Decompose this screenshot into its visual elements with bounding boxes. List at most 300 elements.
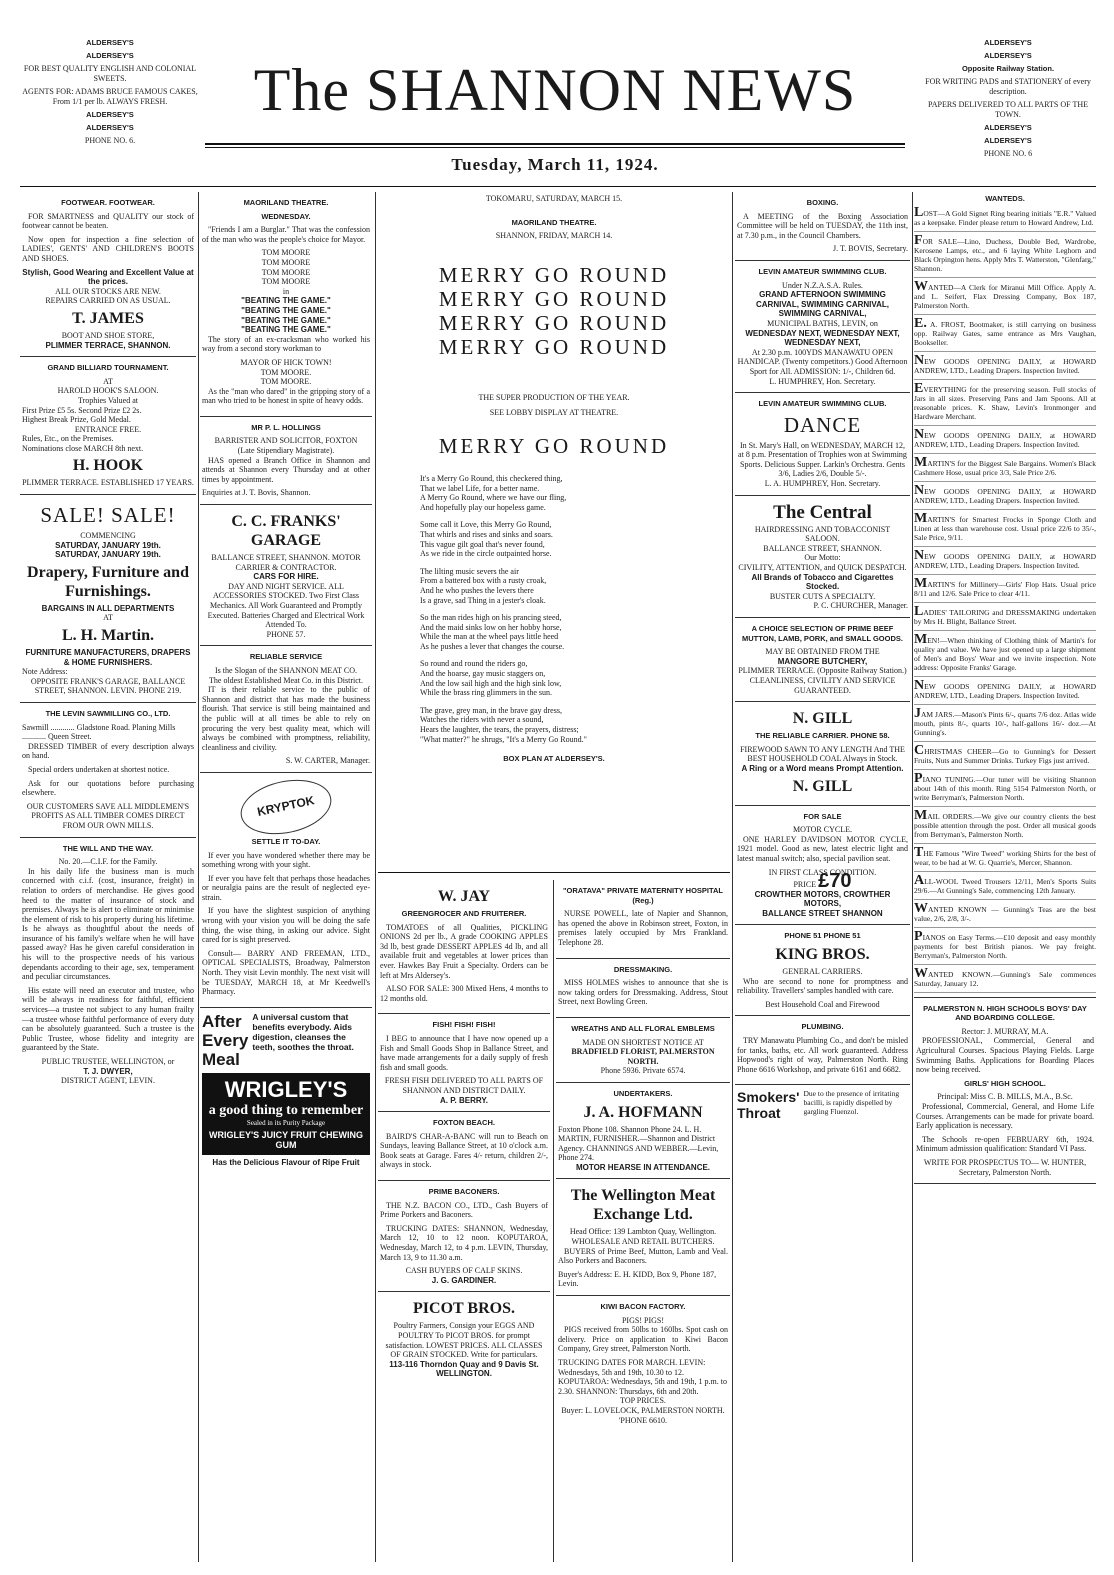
baconers-ad (378, 1181, 550, 1292)
jay-ad (378, 880, 550, 1014)
ad-text: BOOT AND SHOE STORE, (61, 330, 155, 340)
ear-line: ALDERSEY'S (86, 110, 134, 119)
ad-heading: A CHOICE SELECTION OF PRIME BEEF MUTTON, LAMB, PORK, and SMALL GOODS. (742, 624, 903, 643)
ad-text: AT (103, 613, 113, 623)
ad-text: A MEETING of the Boxing Association Committee will be held on TUESDAY, the 11th inst, at 7.30 p.m., in the Council Chambers. (737, 211, 908, 240)
column-rule (732, 192, 733, 1562)
ad-text: Highest Break Prize, Gold Medal. (22, 415, 131, 425)
ad-heading: BOX PLAN AT ALDERSEY'S. (503, 754, 605, 764)
ad-text: CIVILITY, ATTENTION, and QUICK DESPATCH. (738, 563, 907, 573)
classified-ad: E. A. FROST, Bootmaker, is still carrying on business opp. Railway Gates, same entrance as Mrs Vaughan, Bookseller. (914, 319, 1096, 352)
ad-text: ONE HARLEY DAVIDSON MOTOR CYCLE, 1921 model. Good as new, latest electric light and latest manual switch; also, special pavilion seat. (737, 834, 908, 863)
article-text: No. 20.—C.I.F. for the Family. (58, 857, 158, 867)
ad-text: MOTOR CYCLE. (793, 825, 852, 835)
feature-title: MERRY GO ROUND (438, 433, 670, 458)
verse-line: The grave, grey man, in the brave gay dress, (420, 705, 562, 715)
ad-heading: GRAND BILLIARD TOURNAMENT. (47, 363, 169, 373)
ad-text: In St. Mary's Hall, on WEDNESDAY, MARCH 12, at 8 p.m. Presentation of Trophies won at Swimming Sports. Delicious Supper. Larkin's Orchestra. Gents 3/6, Ladies 2/6, Double 5/-. (738, 440, 907, 479)
ear-line: FOR BEST QUALITY ENGLISH AND COLONIAL SWEETS. (23, 64, 197, 83)
feature-title: MERRY GO ROUND (438, 310, 670, 335)
ad-text: Enquiries at J. T. Bovis, Shannon. (202, 488, 311, 498)
ad-text: ALSO FOR SALE: 300 Mixed Hens, 4 months to 12 months old. (380, 984, 548, 1003)
masthead-rule (205, 143, 905, 145)
verse-line: So round and round the riders go, (420, 659, 528, 669)
kryptok-lens-logo: KRYPTOK (236, 772, 337, 842)
ad-text: Due to the presence of irritating bacilli, is rapidly dispelled by gargling Fluenzol. (803, 1089, 900, 1117)
ad-heading: WREATHS AND ALL FLORAL EMBLEMS (571, 1023, 715, 1033)
kiwi-bacon-ad (556, 1296, 730, 1429)
ad-heading: THE RELIABLE CARRIER. PHONE 58. (755, 731, 890, 741)
wrigleys-ad (200, 1008, 372, 1171)
poem-verse (420, 474, 728, 512)
swimming-carnival-ad (735, 261, 910, 393)
ad-text: First Prize £5 5s. Second Prize £2 2s. (22, 405, 142, 415)
ad-text: Sawmill ............ Gladstone Road. Planing Mills ............ Queen Street. (22, 722, 176, 742)
ad-text: BALLANCE STREET, SHANNON. (763, 543, 882, 553)
ad-heading: SETTLE IT TO-DAY. (251, 836, 321, 846)
ad-text: PLIMMER TERRACE, SHANNON. (45, 340, 171, 350)
ad-heading: FOR SALE (803, 811, 842, 821)
verse-line: So the man rides high on his prancing steed, (420, 613, 562, 623)
ad-heading: FISH! FISH! FISH! (432, 1020, 496, 1030)
ad-text: Best Household Coal and Firewood (765, 999, 880, 1009)
ad-text: J. T. BOVIS, Secretary. (833, 244, 908, 254)
ad-text: A. P. BERRY. (439, 1095, 488, 1105)
classified-ad: NEW GOODS OPENING DAILY, at HOWARD ANDREW, LTD., Leading Drapers. Inspection Invited. (914, 486, 1096, 510)
ear-line: ALDERSEY'S (86, 51, 134, 60)
ad-text: Rector: J. MURRAY, M.A. (961, 1026, 1049, 1036)
ad-text: MAY BE OBTAINED FROM THE (765, 647, 880, 657)
verse-line: "What matter?" he shrugs, "It's a Merry Go Round." (420, 734, 587, 744)
classified-ad: ALL-WOOL Tweed Trousers 12/11, Men's Sports Suits 29/6.—At Gunning's Sale, commencing 12th January. (914, 876, 1096, 900)
ad-text: (Late Stipendiary Magistrate). (237, 446, 335, 456)
classified-ad: CHRISTMAS CHEER—Go to Gunning's for Dessert Fruits, Nuts and Summer Drinks. Turkey Figs just arrived. (914, 746, 1096, 770)
ad-text: Under N.Z.A.S.A. Rules. (782, 280, 863, 290)
ear-line: ALDERSEY'S (86, 123, 134, 132)
ad-text: Is the Slogan of the SHANNON MEAT CO. (214, 665, 358, 675)
ad-text: Our Motto: (804, 553, 841, 563)
ad-heading: FOOTWEAR. FOOTWEAR. (61, 198, 155, 207)
will-article (20, 838, 196, 1092)
ad-text: PROFESSIONAL, Commercial, General and Agricultural Courses. Spacious Playing Fields. Large Swimming Baths. Applications for Boarding Places now being received. (916, 1036, 1094, 1075)
poem-verse (420, 613, 728, 651)
ad-text: BALLANCE STREET, SHANNON. MOTOR CARRIER & CONTRACTOR. (211, 553, 361, 572)
ad-text: BAIRD'S CHAR-A-BANC will run to Beach on Sundays, leaving Ballance Street, at 10 o'clock a.m. Book seats at Garage. Fares 4/- return, children 2/-, always in stock. (380, 1131, 548, 1170)
ad-text: TOM MOORE. (260, 367, 312, 377)
verse-line: While the man at the wheel pays little heed (420, 632, 559, 642)
verse-line: A Merry Go Round, where we have our fling, (420, 493, 567, 503)
classified-ad: LOST—A Gold Signet Ring bearing initials "E.R." Valued as a keepsake. Finder please return to Howard Andrew, Ltd. (914, 208, 1096, 232)
central-saloon-ad (735, 496, 910, 618)
ad-heading: PHONE 51 PHONE 51 (784, 931, 861, 941)
column-3b (556, 880, 730, 1429)
ad-heading: KIWI BACON FACTORY. (600, 1302, 686, 1312)
ad-text: CROWTHER MOTORS, CROWTHER MOTORS, (754, 889, 891, 909)
verse-line: Is a grave, sad Thing in a jester's cloak. (420, 595, 546, 605)
classified-ad: PIANO TUNING.—Our tuner will be visiting Shannon about 14th of this month. Ring 5154 Palmerston North, or write Berryman's, Palmerston North. (914, 774, 1096, 807)
ad-text: GRAND AFTERNOON SWIMMING CARNIVAL, SWIMMING CARNIVAL, SWIMMING CARNIVAL, (755, 290, 890, 319)
article-text: His estate will need an executor and trustee, who will be always in readiness for faithful, efficient services—a trustee not subject to any human frailty—a trustee whose faithful performance of every duty can be absolutely guaranteed. Such a trustee is the Public Trustee, whose fidelity and integrity are guaranteed by the State. (22, 985, 194, 1053)
column-3 (378, 192, 730, 770)
classified-ad: LADIES' TAILORING and DRESSMAKING undertaken by Mrs H. Blight, Ballance Street. (914, 607, 1096, 631)
ad-text: I BEG to announce that I have now opened up a Fish and Small Goods Shop in Ballance Street, and have made arrangements for a daily supply of fresh fish and small goods. (380, 1033, 548, 1072)
column-3a (378, 880, 550, 1383)
ad-text: CASH BUYERS OF CALF SKINS. (405, 1266, 523, 1276)
ad-text: CLEANLINESS, CIVILITY AND SERVICE GUARANTEED. (749, 675, 896, 695)
ad-text: TOP PRICES. (620, 1396, 666, 1406)
meat-exchange-ad (556, 1179, 730, 1296)
ad-name: KING BROS. (775, 946, 870, 964)
ad-heading: PLUMBING. (801, 1022, 844, 1032)
franks-garage-ad (200, 505, 372, 646)
ad-text: HAIRDRESSING AND TOBACCONIST SALOON. (754, 524, 891, 544)
ad-text: BARGAINS IN ALL DEPARTMENTS (41, 603, 175, 613)
ear-line: ALDERSEY'S (984, 51, 1032, 60)
footwear-ad (20, 192, 196, 357)
verse-line: It's a Merry Go Round, this checkered thing, (420, 473, 563, 483)
verse-line: And the low sail high and the high sink low, (420, 678, 562, 688)
ad-text: BUSTER CUTS A SPECIALTY. (769, 591, 876, 601)
ad-text: DAY AND NIGHT SERVICE. ALL ACCESSORIES STOCKED. Two First Class Mechanics. All Work Guaranteed and Promptly Executed. Batteries Charged and Electrical Work Attended To. (207, 581, 365, 630)
ad-heading: LEVIN AMATEUR SWIMMING CLUB. (758, 266, 887, 276)
ad-text: "Friends I am a Burglar." That was the confession of the man who was the people's choice for Mayor. (202, 225, 370, 244)
article-text: T. J. DWYER, (83, 1066, 133, 1076)
classified-ad: NEW GOODS OPENING DAILY, at HOWARD ANDREW, LTD., Leading Drapers. Inspection Invited. (914, 430, 1096, 454)
ad-text: Buyer: L. LOVELOCK, PALMERSTON NORTH. 'PHONE 6610. (561, 1405, 725, 1425)
verse-line: And the maid sinks low on her hobby horse, (420, 622, 562, 632)
ad-text: J. G. GARDINER. (431, 1275, 497, 1285)
meat-co-ad (200, 646, 372, 773)
ad-text: Has the Delicious Flavour of Ripe Fruit (212, 1157, 360, 1167)
article-text: DISTRICT AGENT, LEVIN. (61, 1076, 155, 1086)
ad-heading: WEDNESDAY. (261, 211, 311, 221)
ad-text: PIGS! PIGS! (621, 1315, 664, 1325)
column-rule (375, 192, 376, 1562)
ad-text: TOMATOES of all Qualities, PICKLING ONIONS 2d per lb., A grade COOKING APPLES 3d lb, best grade DESSERT APPLES 4d lb, and all available fruit and vegetables at lower prices than ever. Hawkes Bay Fruit a Specialty. Orders can be left at Mrs Aldersey's. (380, 922, 548, 980)
right-ear-ad (918, 38, 1098, 162)
sale-ad (20, 495, 196, 703)
ad-text: SATURDAY, JANUARY 19th. (55, 540, 161, 550)
column-1 (20, 192, 196, 1092)
ad-text: MUNICIPAL BATHS, LEVIN, on (767, 318, 878, 328)
high-school-ad (914, 997, 1096, 1185)
ad-text: WHOLESALE AND RETAIL BUTCHERS. (571, 1237, 715, 1247)
ad-text: MADE ON SHORTEST NOTICE AT (582, 1037, 704, 1047)
masthead-title: The SHANNON NEWS (253, 57, 857, 123)
price-value: £70 (818, 870, 852, 893)
ad-text: MANGORE BUTCHERY, (777, 656, 868, 666)
ad-text: Foxton Phone 108. Shannon Phone 24. L. H. MARTIN, FURNISHER.—Shannon and District Agency. CHANNINGS AND WEBBER.—Levin, Phone 274. (558, 1124, 719, 1163)
ad-text: PLIMMER TERRACE. ESTABLISHED 17 YEARS. (22, 478, 194, 488)
ear-line: AGENTS FOR: ADAMS BRUCE FAMOUS CAKES, From 1/1 per lb. ALWAYS FRESH. (22, 87, 198, 106)
ad-text: The story of an ex-cracksman who worked his way from a second story workman to (202, 334, 370, 354)
ad-text: S. W. CARTER, Manager. (285, 756, 370, 766)
ad-heading: UNDERTAKERS. (613, 1088, 673, 1098)
ad-text: A universal custom that benefits everybody. Aids digestion, cleanses the teeth, soothes the throat. (252, 1011, 354, 1052)
ear-line: FOR WRITING PADS and STATIONERY of every description. (925, 77, 1091, 96)
ad-text: At 2.30 p.m. 100YDS MANAWATU OPEN HANDICAP. (Twenty competitors.) Good Afternoon Sport for All. ADMISSION: 1/-, Children 6d. (737, 347, 908, 376)
ad-heading: GREENGROCER AND FRUITERER. (401, 909, 527, 918)
ad-name: PICOT BROS. (413, 1300, 515, 1318)
classified-ad: FOR SALE—Lino, Duchess, Double Bed, Wardrobe, Kerosene Lamps, etc., and 6 laying White Leghorn and Black Orpington hens. Apply Mrs T. Watterston, "Glenfarg," Shannon. (914, 236, 1096, 278)
column-5 (914, 192, 1096, 1184)
ad-heading: BOXING. (806, 198, 839, 207)
column-4 (735, 192, 910, 1125)
after-meal-header (202, 1012, 370, 1069)
ad-heading: RELIABLE SERVICE (249, 652, 323, 662)
classified-ad: NEW GOODS OPENING DAILY, at HOWARD ANDREW, LTD., Leading Drapers. Inspection Invited. (914, 356, 1096, 380)
feature-title: MERRY GO ROUND (438, 334, 670, 359)
ad-text: in (282, 286, 290, 296)
classified-ad: PIANOS on Easy Terms.—£10 deposit and easy monthly payments for best British pianos. We pay freight. Berryman's, Palmerston North. (914, 932, 1096, 965)
ad-text: As the "man who dared" in the gripping story of a man who tried to be honest in spite of heavy odds. (202, 386, 370, 406)
billiard-ad (20, 357, 196, 495)
ad-text: 113-116 Thorndon Quay and 9 Davis St. WELLINGTON. (389, 1359, 539, 1379)
optician-ad (200, 773, 372, 1008)
header-rule (20, 186, 1096, 187)
ad-text: PHONE 57. (266, 629, 306, 639)
ad-name: The Wellington Meat Exchange Ltd. (570, 1187, 716, 1224)
classified-ad: THE Famous "Wire Tweed" working Shirts for the best of wear, to be had at W. G. Quarrie's, Mercer, Shannon. (914, 848, 1096, 872)
ad-name: W. JAY (437, 888, 491, 905)
ad-heading: PRIME BACONERS. (428, 1187, 500, 1197)
ad-text: Head Office: 139 Lambton Quay, Wellington. (569, 1227, 717, 1237)
ad-text: L. A. HUMPHREY, Hon. Secretary. (764, 479, 881, 489)
ad-text: If ever you have wondered whether there may be something wrong with your sight. (202, 850, 370, 870)
ear-line: PHONE NO. 6 (983, 149, 1033, 158)
ad-heading: MAORILAND THEATRE. (511, 217, 597, 227)
ad-name: DANCE (783, 412, 862, 437)
ad-text: TOM MOORE (261, 277, 311, 287)
ad-text: WRITE FOR PROSPECTUS TO— W. HUNTER, Secretary, Palmerston North. (923, 1157, 1087, 1177)
ad-text: FRESH FISH DELIVERED TO ALL PARTS OF SHANNON AND DISTRICT DAILY. (384, 1076, 544, 1095)
poem-verse (420, 520, 728, 558)
column-rule (553, 880, 554, 1562)
ad-text: SEE LOBBY DISPLAY AT THEATRE. (489, 408, 619, 418)
ad-text: FURNITURE MANUFACTURERS, DRAPERS & HOME FURNISHERS. (25, 648, 191, 667)
ear-line: ALDERSEY'S (984, 38, 1032, 47)
ear-line: PHONE NO. 6. (84, 136, 136, 145)
verse-line: Hears the laughter, the tears, the prayers, distress; (420, 725, 579, 735)
ad-text: SHANNON, FRIDAY, MARCH 14. (495, 231, 613, 241)
plumbing-ad (735, 1016, 910, 1085)
ad-text: BRADFIELD FLORIST, PALMERSTON NORTH. (571, 1047, 715, 1066)
ad-text: HAROLD HOOK'S SALOON. (57, 386, 159, 396)
ad-text: "BEATING THE GAME." (241, 296, 331, 306)
dance-ad (735, 393, 910, 496)
ad-text: Nominations close MARCH 8th next. (22, 443, 144, 453)
fluenzol-ad (735, 1085, 910, 1125)
ad-text: THE N.Z. BACON CO., LTD., Cash Buyers of Prime Porkers and Baconers. (380, 1200, 548, 1220)
classified-ad: NEW GOODS OPENING DAILY, at HOWARD ANDREW, LTD., Leading Drapers. Inspection Invited. (914, 681, 1096, 705)
poem-verse (420, 706, 728, 744)
oratava-ad (556, 880, 730, 959)
ad-text: Ask for our quotations before purchasing elsewhere. (22, 778, 194, 798)
ad-text: Professional, Commercial, General, and Home Life Courses. Arrangements can be made for private board. Early application is necessary. (916, 1101, 1094, 1131)
undertakers-ad (556, 1083, 730, 1180)
ad-text: a good thing to remember (208, 1102, 364, 1118)
ad-name: L. H. Martin. (62, 627, 154, 645)
masthead-rule (205, 147, 905, 148)
classified-ad: MAIL ORDERS.—We give our country clients the best possible attention through the post. Order all musical goods from Berryman's, Palmerston North. (914, 811, 1096, 844)
sawmill-ad (20, 703, 196, 838)
motorcycle-sale-ad (735, 806, 910, 926)
ad-text: Trophies Valued at (78, 395, 138, 405)
ad-text: L. HUMPHREY, Hon. Secretary. (769, 376, 876, 386)
ad-text: BUYERS of Prime Beef, Mutton, Lamb and Veal. Also Porkers and Baconers. (558, 1246, 728, 1266)
ear-line: ALDERSEY'S (984, 123, 1032, 132)
verse-line: And the hoarse, gay music staggers on, (420, 669, 546, 679)
ad-heading: GIRLS' HIGH SCHOOL. (964, 1078, 1046, 1088)
classified-ad: MARTIN'S for Smartest Frocks in Sponge Cloth and Linen at less than warehouse cost. Usual price 22/6 to 35/-, Sale Price, 9/11. (914, 514, 1096, 547)
verse-line: And hopefully play our hopeless game. (420, 502, 546, 512)
ad-name: The Central (773, 501, 872, 523)
ad-text: FOR SMARTNESS and QUALITY our stock of footwear cannot be beaten. (22, 211, 194, 231)
classified-ad: MEN!—When thinking of Clothing think of Martin's for quality and value. We have just opened up a large shipment of Men's and Boys' Wear and we invite inspection. Note address: Opposite Franks' Garage. (914, 635, 1096, 677)
ad-text: THE SUPER PRODUCTION OF THE YEAR. (478, 392, 630, 402)
wanteds-heading: WANTEDS. (985, 194, 1025, 203)
ad-text: PIGS received from 50lbs to 160lbs. Spot cash on delivery. Price on application to Kiwi Bacon Company, Grey street, Palmerston North. (558, 1325, 728, 1354)
classified-ad: EVERYTHING for the preserving season. Full stocks of Jars in all sizes. Preserving Pans and Jam Spoons. All at reasonable prices. K. Shaw, Levin's Ironmonger and Hardware Merchant. (914, 384, 1096, 426)
ad-text: ALL OUR STOCKS ARE NEW. (55, 286, 161, 296)
verse-line: That we label Life, for a better name. (420, 483, 540, 493)
picot-ad (378, 1292, 550, 1383)
ad-text: Consult— BARRY AND FREEMAN, LTD., OPTICAL SPECIALISTS, Broadway, Palmerston North. They visit Levin monthly. The next visit will be TUESDAY, MARCH 18, at Mr Keedwell's Pharmacy. (202, 948, 370, 997)
ad-text: "BEATING THE GAME." (241, 325, 331, 335)
ear-line: PAPERS DELIVERED TO ALL PARTS OF THE TOWN. (928, 100, 1088, 119)
ad-text: MOTOR HEARSE IN ATTENDANCE. (575, 1162, 711, 1172)
ad-text: NURSE POWELL, late of Napier and Shannon, has opened the above in Robinson street, Foxton, in premises lately occupied by Mrs Frankland. Telephone 28. (558, 909, 728, 947)
verse-line: And he who pushes the levers there (420, 585, 534, 595)
verse-line: From a battered box with a rusty croak, (420, 576, 547, 586)
ad-name: J. A. HOFMANN (583, 1103, 703, 1121)
ad-text: AT (103, 376, 113, 386)
ad-text: The oldest Established Meat Co. in this District. (209, 675, 363, 685)
ad-text: Special orders undertaken at shortest notice. (28, 764, 170, 774)
verse-line: This vague gilt goal that's never found, (420, 539, 545, 549)
poem-verse (420, 567, 728, 605)
merry-go-round-ad (378, 192, 730, 770)
ad-name: After Every Meal (202, 1011, 249, 1069)
article-text: In his daily life the business man is much concerned with c.i.f. (cost, insurance, freight) in relation to orders of merchandise. He gives good heed to the matter of insurance of stock and premises. Always he is alert to eliminate or minimise the element of risk to his property during his lifetime. Is he always as thoughtful about the needs of insurance of his family's welfare when he will have passed away? Has he given careful consideration in his will to the prospective needs of his various dependants according to their age, sex, temperament and peculiar circumstances. (22, 866, 194, 982)
ad-text: DRESSED TIMBER of every description always on hand. (22, 741, 194, 761)
ear-line: Opposite Railway Station. (961, 64, 1055, 73)
ad-text: GENERAL CARRIERS. (782, 967, 863, 977)
ad-text: IT is their reliable service to the public of Shannon and district that has made the business flourish. That service is still being maintained and the public will at all times be able to rely on procuring the very best quality meat, which will always be combined with promptness, reliability, cleanliness and civility. (202, 685, 370, 752)
ad-text: BALLANCE STREET SHANNON (762, 908, 883, 918)
boxing-notice (735, 192, 910, 261)
feature-title: MERRY GO ROUND (438, 286, 670, 311)
ad-text: Note Address: (22, 667, 68, 677)
verse-line: As he pushes a lever that changes the course. (420, 641, 565, 651)
ad-name: C. C. FRANKS' GARAGE (231, 513, 341, 550)
verse-line: While the brass ring glimmers in the sun. (420, 688, 552, 698)
poem-verse (420, 659, 728, 697)
ad-text: "BEATING THE GAME." (241, 305, 331, 315)
ad-text: Rules, Etc., on the Premises. (22, 434, 114, 444)
ad-text: Now open for inspection a fine selection of LADIES', GENTS' AND CHILDREN'S BOOTS AND SHOES. (22, 234, 194, 263)
ad-text: All Brands of Tobacco and Cigarettes Stocked. (751, 572, 894, 592)
ad-text: OUR CUSTOMERS SAVE ALL MIDDLEMEN'S PROFITS AS ALL TIMBER COMES DIRECT FROM OUR OWN MILLS. (26, 801, 190, 830)
king-bros-ad (735, 925, 910, 1016)
ad-text: TRUCKING DATES: SHANNON, Wednesday, March 12, 10 to 12 noon. KOPUTAROA, Wednesday, March 12, to 4 p.m. LEVIN, Thursday, March 13, 9 to 11.30 a.m. (380, 1223, 548, 1262)
ad-text: WEDNESDAY NEXT, WEDNESDAY NEXT, WEDNESDAY NEXT, (745, 328, 900, 348)
classified-ad: MARTIN'S for the Biggest Sale Bargains. Women's Black Cashmere Hose, usual price 3/3, Sale Price 2/6. (914, 458, 1096, 482)
ad-text: MAYOR OF HICK TOWN! (240, 357, 332, 367)
ad-text: TRY Manawatu Plumbing Co., and don't be misled for tanks, baths, etc. All work guaranteed. Address Hopwood's right of way, Palmerston North. Ring Phone 6616 Workshop, and private 6161 and 6682. (737, 1036, 908, 1074)
ad-text: OPPOSITE FRANK'S GARAGE, BALLANCE STREET, SHANNON. LEVIN. PHONE 219. (30, 676, 186, 696)
ad-text: BARRISTER AND SOLICITOR, FOXTON (214, 436, 358, 446)
dressmaking-ad (556, 959, 730, 1018)
ad-text: Poultry Farmers, Consign your EGGS AND POULTRY To PICOT BROS. for prompt satisfaction. LOWEST PRICES. ALL CLASSES OF GRAIN STOCKED. Write for particulars. (385, 1321, 543, 1360)
ad-text: Principal: Miss C. B. MILLS, M.A., B.Sc. (937, 1092, 1073, 1102)
ad-name: WRIGLEY'S (224, 1076, 348, 1102)
classified-ad: WANTED KNOWN — Gunning's Teas are the best value, 2/6, 2/8, 3/-. (914, 904, 1096, 928)
fish-ad (378, 1014, 550, 1112)
column-rule (198, 192, 199, 1562)
ad-name: Drapery, Furniture and Furnishings. (27, 563, 189, 600)
wrigleys-banner (202, 1073, 370, 1155)
gum-package: WRIGLEY'S JUICY FRUIT CHEWING GUM (209, 1130, 363, 1150)
ad-text: P. C. CHURCHER, Manager. (813, 601, 908, 611)
ad-text: TOM MOORE. (260, 377, 312, 387)
classified-ad: NEW GOODS OPENING DAILY, at HOWARD ANDREW, LTD., Leading Drapers. Inspection Invited. (914, 551, 1096, 575)
ad-text: A Ring or a Word means Prompt Attention. (741, 763, 904, 773)
ad-heading: THE LEVIN SAWMILLING CO., LTD. (45, 709, 171, 718)
ad-text: If you have the slightest suspicion of anything wrong with your vision you will be doing the safe thing, the wise thing, in asking our advice. Sight cared for is sight preserved. (202, 906, 370, 945)
ear-line: ALDERSEY'S (86, 38, 134, 47)
ad-text: PLIMMER TERRACE. (Opposite Railway Station.) (738, 666, 907, 676)
price-label: PRICE (793, 880, 817, 890)
classified-ad: WANTED KNOWN.—Gunning's Sale commences Saturday, January 12. (914, 969, 1096, 993)
ad-text: REPAIRS CARRIED ON AS USUAL. (45, 296, 171, 306)
ad-text: "BEATING THE GAME." (241, 315, 331, 325)
ad-name: SALE! SALE! (40, 503, 176, 528)
ad-name: N. GILL (792, 710, 853, 728)
ad-heading: FOXTON BEACH. (433, 1118, 495, 1128)
ear-line: ALDERSEY'S (984, 136, 1032, 145)
column-2 (200, 192, 372, 1171)
ad-text: HAS opened a Branch Office in Shannon and attends at Shannon every Thursday and at other times by appointment. (202, 455, 370, 484)
ad-text: COMMENCING (80, 531, 136, 541)
ad-text: IN FIRST CLASS CONDITION. (768, 867, 877, 877)
ad-text: Stylish, Good Wearing and Excellent Value at the prices. (22, 267, 194, 287)
ad-text: CARS FOR HIRE. (253, 572, 319, 582)
verse-line: The lilting music severs the air (420, 566, 519, 576)
ad-text: MISS HOLMES wishes to announce that she is now taking orders for Dressmaking. Address, Stout Street, next Bowling Green. (558, 978, 728, 1007)
column-rule (912, 192, 913, 1562)
theatre-ad (200, 192, 372, 417)
feature-title: MERRY GO ROUND (438, 262, 670, 287)
verse-line: As we ride in the circle outpainted horse. (420, 549, 552, 559)
ad-heading: LEVIN AMATEUR SWIMMING CLUB. (758, 399, 887, 409)
ad-text: Phone 5936. Private 6574. (600, 1066, 686, 1076)
ad-text: TRUCKING DATES FOR MARCH. LEVIN: Wednesdays, 5th and 19th, 10.30 to 12. KOPUTAROA: Wednesdays, 5th and 19th, 1 p.m. to 2.30. SHANNON: Thursdays, 6th and 20th. (558, 1358, 728, 1396)
ad-heading: "ORATAVA" PRIVATE MATERNITY HOSPITAL (Reg.) (562, 886, 724, 905)
ad-text: FIREWOOD SAWN TO ANY LENGTH And THE BEST HOUSEHOLD COAL Always in Stock. (740, 744, 905, 764)
article-text: PUBLIC TRUSTEE, WELLINGTON, or (41, 1057, 175, 1066)
foxton-beach-ad (378, 1112, 550, 1181)
ad-text: The Schools re-open FEBRUARY 6th, 1924. Minimum admission qualification: Standard VI Pass. (916, 1134, 1094, 1154)
ad-text: Buyer's Address: E. H. KIDD, Box 9, Phone 187, Levin. (558, 1269, 717, 1289)
left-ear-ad (20, 38, 200, 149)
ad-name: T. JAMES (72, 309, 144, 327)
butchery-ad (735, 618, 910, 702)
hollings-ad (200, 417, 372, 505)
ad-heading: MR P. L. HOLLINGS (251, 422, 321, 432)
ad-text: TOM MOORE (261, 257, 311, 267)
article-heading: THE WILL AND THE WAY. (62, 843, 154, 853)
